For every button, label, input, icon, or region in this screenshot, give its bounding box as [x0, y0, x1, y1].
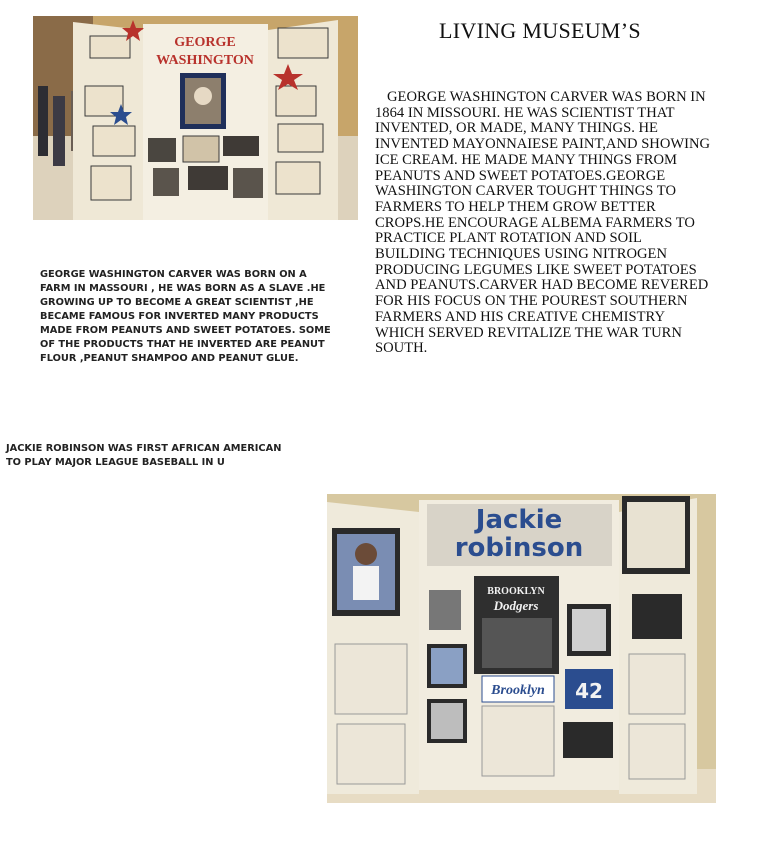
jr-board-title-2: robinson [454, 533, 584, 563]
carver-paragraph: GEORGE WASHINGTON CARVER WAS BORN IN 1864 IN MISSOURI. HE WAS SCIENTIST THAT INVENTED, OR MADE, MANY THINGS. HE INVENTED MAYONNAIESE PAINT,AND SHOWING ICE CREAM. HE MADE MANY THINGS FROM PEANUTS AND SWEET POTATOES.GEORGE WASHINGTON CARVER TOUGHT THINGS TO FARMERS TO HELP THEM GROW BETTER CROPS.HE ENCOURAGE ALBEMA FARMERS TO PRACTICE PLANT ROTATION AND SOIL BUILDING TECHNIQUES USING NITROGEN PRODUCING LEGUMES LIKE SWEET POTATOES AND PEANUTS.CARVER HAD BECOME REVERED FOR HIS FOCUS ON THE POUREST SOUTHERN FARMERS AND HIS CREATIVE CHEMISTRY WHICH SERVED REVITALIZE THE WAR TURN SOUTH. [375, 89, 711, 357]
carver-caption: GEORGE WASHINGTON CARVER WAS BORN ON A FARM IN MASSOURI , HE WAS BORN AS A SLAVE .HE GROWING UP TO BECOME A GREAT SCIENTIST ,HE BECAME FAMOUS FOR INVERTED MANY PRODUCTS MADE FROM PEANUTS AND SWEET POTATOES. SOME OF THE PRODUCTS THAT HE INVERTED ARE PEANUT FLOUR ,PEANUT SHAMPOO AND PEANUT GLUE. [40, 269, 331, 364]
page-heading: LIVING MUSEUM’S [439, 18, 641, 43]
jr-sign-brooklyn-script: Brooklyn [491, 683, 545, 698]
jr-sign-dodgers: Dodgers [493, 598, 539, 613]
gwc-board-title-1: GEORGE [174, 35, 236, 50]
robinson-caption: JACKIE ROBINSON WAS FIRST AFRICAN AMERICAN TO PLAY MAJOR LEAGUE BASEBALL IN U [6, 443, 282, 468]
jr-sign-brooklyn: BROOKLYN [487, 586, 545, 597]
carver-display-photo [33, 16, 358, 220]
jr-board-title-1: Jackie [475, 505, 563, 535]
robinson-display-photo [327, 494, 716, 803]
gwc-board-title-2: WASHINGTON [156, 53, 254, 68]
jr-number: 42 [575, 679, 603, 703]
